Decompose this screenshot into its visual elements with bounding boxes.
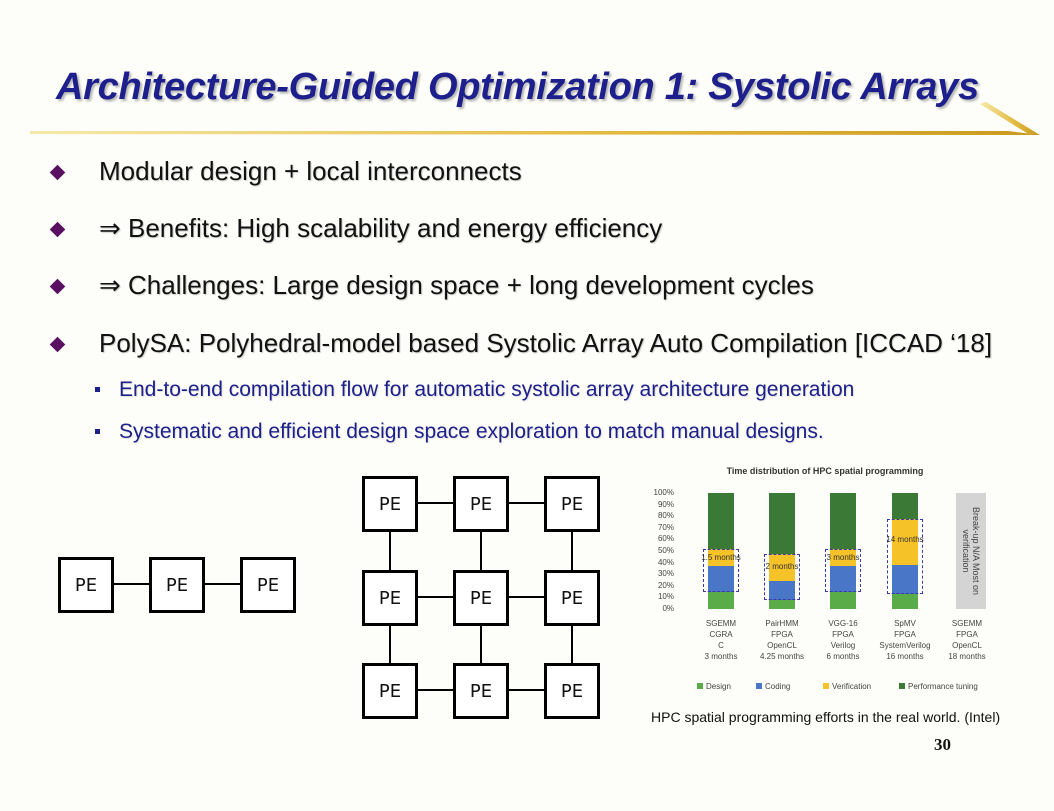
legend-swatch: [899, 683, 905, 689]
y-tick-label: 20%: [657, 580, 674, 590]
y-tick-label: 70%: [657, 522, 674, 532]
processing-element: PE: [362, 476, 418, 532]
bar-segment-design: [708, 592, 734, 609]
interconnect: [418, 596, 454, 598]
x-axis-label-line: SGEMM: [705, 619, 737, 628]
legend-item: [899, 682, 978, 691]
highlight-box: [887, 519, 923, 594]
processing-element: PE: [544, 570, 600, 626]
processing-element: PE: [544, 663, 600, 719]
x-axis-label-line: FPGA: [894, 630, 916, 639]
chart-caption: HPC spatial programming efforts in the real world. (Intel): [651, 709, 1001, 725]
x-axis-label-line: C: [718, 641, 724, 650]
breakup-note-text: Break-up N/A Most on verification: [961, 506, 981, 596]
interconnect: [509, 596, 545, 598]
title-rule: [0, 100, 1054, 140]
bar-segment-performance-tuning: [769, 493, 795, 554]
breakup-note: [956, 493, 986, 609]
y-tick-label: 10%: [657, 592, 674, 602]
bar-segment-design: [769, 600, 795, 609]
interconnect: [509, 502, 545, 504]
processing-element: PE: [453, 663, 509, 719]
x-axis-label-line: VGG-16: [828, 619, 858, 628]
chart-title: Time distribution of HPC spatial programming: [726, 466, 924, 476]
x-axis-label: [812, 618, 874, 662]
x-axis-label-line: PairHMM: [765, 619, 799, 628]
legend-item: [697, 682, 731, 691]
highlight-box: [764, 554, 800, 599]
bar-segment-performance-tuning: [708, 493, 734, 549]
interconnect: [418, 502, 454, 504]
interconnect: [389, 530, 391, 570]
processing-element: PE: [453, 570, 509, 626]
legend-item: [823, 682, 871, 691]
y-tick-label: 60%: [657, 534, 674, 544]
x-axis-label-line: OpenCL: [952, 641, 982, 650]
sub-bullet-text: Systematic and efficient design space exploration to match manual designs.: [119, 420, 824, 443]
slide-title: Architecture-Guided Optimization 1: Systolic Arrays: [56, 66, 979, 108]
diamond-bullet-icon: [50, 279, 66, 295]
bullet-text: ⇒ Benefits: High scalability and energy efficiency: [99, 213, 663, 243]
processing-element: PE: [362, 570, 418, 626]
x-axis-label-line: FPGA: [771, 630, 793, 639]
y-tick-label: 80%: [657, 511, 674, 521]
x-axis-label-line: Verilog: [830, 641, 856, 650]
processing-element: PE: [149, 557, 205, 613]
processing-element: PE: [544, 476, 600, 532]
bullet-text: ⇒ Challenges: Large design space + long development cycles: [99, 270, 814, 300]
x-axis-label: [936, 618, 998, 662]
x-axis-label: [874, 618, 936, 662]
interconnect: [509, 689, 545, 691]
legend-swatch: [756, 683, 762, 689]
x-axis-label-line: SpMV: [894, 619, 916, 628]
y-tick-label: 30%: [657, 569, 674, 579]
bar-segment-performance-tuning: [892, 493, 918, 519]
bar-segment-design: [830, 592, 856, 609]
square-bullet-icon: [95, 387, 100, 392]
bar-segment-design: [892, 594, 918, 609]
legend-label: Verification: [832, 682, 872, 691]
x-axis-label-line: CGRA: [709, 630, 733, 639]
x-axis-label-line: OpenCL: [767, 641, 797, 650]
y-tick-label: 100%: [653, 488, 674, 497]
y-tick-label: 90%: [657, 499, 674, 509]
legend-item: [756, 682, 790, 691]
y-tick-label: 40%: [657, 557, 674, 567]
legend-swatch: [697, 683, 703, 689]
sub-bullet-text: End-to-end compilation flow for automatic systolic array architecture generation: [119, 378, 855, 401]
legend-label: Coding: [765, 682, 791, 691]
bar-segment-performance-tuning: [830, 493, 856, 549]
interconnect: [480, 530, 482, 570]
highlight-label: 1.5 months: [701, 552, 741, 562]
interconnect: [389, 624, 391, 664]
bullet-text: Modular design + local interconnects: [99, 156, 522, 186]
interconnect: [205, 583, 241, 585]
processing-element: PE: [453, 476, 509, 532]
square-bullet-icon: [95, 429, 100, 434]
y-tick-label: 0%: [662, 604, 674, 613]
highlight-label: 3 months: [826, 552, 860, 562]
diamond-bullet-icon: [50, 337, 66, 353]
processing-element: PE: [58, 557, 114, 613]
x-axis-label: [751, 618, 813, 662]
page-number: 30: [934, 735, 951, 754]
legend-swatch: [823, 683, 829, 689]
x-axis-label-line: 16 months: [886, 652, 924, 661]
bullet-text: PolySA: Polyhedral-model based Systolic Array Auto Compilation [ICCAD ‘18]: [99, 328, 993, 358]
interconnect: [114, 583, 150, 585]
highlight-label: 2 months: [765, 562, 799, 572]
x-axis-label-line: 6 months: [826, 652, 860, 661]
diamond-bullet-icon: [50, 165, 66, 181]
effort-chart: [640, 463, 1010, 695]
x-axis-label-line: FPGA: [832, 630, 854, 639]
x-axis-label-line: SGEMM: [951, 619, 983, 628]
x-axis-label-line: SystemVerilog: [879, 641, 931, 650]
interconnect: [418, 689, 454, 691]
processing-element: PE: [240, 557, 296, 613]
highlight-label: 14 months: [886, 535, 924, 545]
x-axis-label: [690, 618, 752, 662]
legend-label: Performance tuning: [908, 682, 978, 691]
processing-element: PE: [362, 663, 418, 719]
diamond-bullet-icon: [50, 222, 66, 238]
interconnect: [480, 624, 482, 664]
interconnect: [571, 624, 573, 664]
x-axis-label-line: 4.25 months: [759, 652, 805, 661]
x-axis-label-line: 3 months: [704, 652, 738, 661]
interconnect: [571, 530, 573, 570]
y-tick-label: 50%: [657, 546, 674, 555]
x-axis-label-line: FPGA: [956, 630, 978, 639]
legend-label: Design: [706, 682, 731, 691]
x-axis-label-line: 18 months: [948, 652, 986, 661]
